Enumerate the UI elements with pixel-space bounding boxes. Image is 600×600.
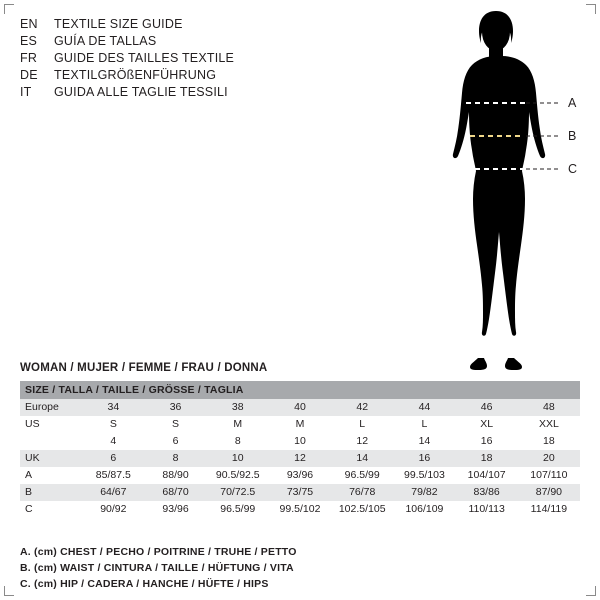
cell: 34	[82, 399, 144, 416]
cell: 44	[393, 399, 455, 416]
cell: 99.5/103	[393, 467, 455, 484]
cell: 104/107	[456, 467, 518, 484]
table-row	[20, 416, 580, 433]
cell: 10	[269, 433, 331, 450]
cell: 88/90	[144, 467, 206, 484]
table-row	[20, 433, 580, 450]
cell: 96.5/99	[207, 501, 269, 518]
cell: 12	[331, 433, 393, 450]
cell: 14	[393, 433, 455, 450]
cell: 36	[144, 399, 206, 416]
section-heading-woman: WOMAN / MUJER / FEMME / FRAU / DONNA	[20, 362, 268, 374]
language-code-en: EN	[20, 17, 38, 31]
cell: 76/78	[331, 484, 393, 501]
row-label-uk: UK	[20, 450, 82, 467]
cell: XL	[456, 416, 518, 433]
language-title-de: TEXTILGRÖßENFÜHRUNG	[54, 68, 217, 82]
cell: 48	[518, 399, 580, 416]
size-table-wrapper	[20, 381, 580, 518]
row-label-a: A	[20, 467, 82, 484]
cell: 16	[393, 450, 455, 467]
cell: 68/70	[144, 484, 206, 501]
cell: 93/96	[269, 467, 331, 484]
language-row-de	[20, 67, 380, 84]
language-code-es: ES	[20, 34, 38, 48]
cell: 6	[82, 450, 144, 467]
cell: 4	[82, 433, 144, 450]
cell: 102.5/105	[331, 501, 393, 518]
cell: 73/75	[269, 484, 331, 501]
cell: 18	[518, 433, 580, 450]
cell: 90/92	[82, 501, 144, 518]
cell: 90.5/92.5	[207, 467, 269, 484]
marker-label-c: C	[568, 162, 578, 176]
table-header-row	[20, 381, 580, 399]
row-label-europe: Europe	[20, 399, 82, 416]
row-label-b: B	[20, 484, 82, 501]
footnote-list	[20, 544, 540, 592]
table-row	[20, 450, 580, 467]
language-title-fr: GUIDE DES TAILLES TEXTILE	[54, 51, 235, 65]
row-label-us: US	[20, 416, 82, 433]
cell: 16	[456, 433, 518, 450]
cell: 83/86	[456, 484, 518, 501]
cell: 42	[331, 399, 393, 416]
cell: L	[331, 416, 393, 433]
language-row-fr	[20, 50, 380, 67]
cell: 107/110	[518, 467, 580, 484]
cell: 10	[207, 450, 269, 467]
cell: 114/119	[518, 501, 580, 518]
table-row	[20, 501, 580, 518]
cell: S	[82, 416, 144, 433]
cell: XXL	[518, 416, 580, 433]
cell: 18	[456, 450, 518, 467]
cell: S	[144, 416, 206, 433]
language-row-en	[20, 16, 380, 33]
corner-mark-bottom-left	[4, 586, 14, 596]
cell: 79/82	[393, 484, 455, 501]
language-title-it: GUIDA ALLE TAGLIE TESSILI	[54, 85, 228, 99]
row-label-us-numeric	[20, 433, 82, 450]
language-code-it: IT	[20, 85, 32, 99]
table-row	[20, 467, 580, 484]
language-row-it	[20, 84, 380, 101]
cell: 40	[269, 399, 331, 416]
cell: 8	[207, 433, 269, 450]
cell: 8	[144, 450, 206, 467]
language-title-en: TEXTILE SIZE GUIDE	[54, 17, 183, 31]
cell: 85/87.5	[82, 467, 144, 484]
cell: 12	[269, 450, 331, 467]
table-header-label: SIZE / TALLA / TAILLE / GRÖSSE / TAGLIA	[20, 381, 580, 399]
cell: L	[393, 416, 455, 433]
cell: 46	[456, 399, 518, 416]
cell: 87/90	[518, 484, 580, 501]
cell: 64/67	[82, 484, 144, 501]
table-row	[20, 399, 580, 416]
footnote-c: C. (cm) HIP / CADERA / HANCHE / HÜFTE / HIPS	[20, 578, 269, 590]
measurement-figure	[400, 6, 590, 376]
corner-mark-bottom-right	[586, 586, 596, 596]
footnote-b: B. (cm) WAIST / CINTURA / TAILLE / HÜFTUNG / VITA	[20, 562, 294, 574]
cell: 6	[144, 433, 206, 450]
cell: 93/96	[144, 501, 206, 518]
cell: 14	[331, 450, 393, 467]
row-label-c: C	[20, 501, 82, 518]
language-title-list	[20, 16, 380, 101]
language-title-es: GUÍA DE TALLAS	[54, 34, 157, 48]
cell: 38	[207, 399, 269, 416]
marker-label-b: B	[568, 129, 577, 143]
cell: 110/113	[456, 501, 518, 518]
marker-label-a: A	[568, 96, 577, 110]
cell: 70/72.5	[207, 484, 269, 501]
cell: 20	[518, 450, 580, 467]
language-row-es	[20, 33, 380, 50]
table-row	[20, 484, 580, 501]
cell: 96.5/99	[331, 467, 393, 484]
cell: 99.5/102	[269, 501, 331, 518]
corner-mark-top-left	[4, 4, 14, 14]
cell: M	[207, 416, 269, 433]
cell: 106/109	[393, 501, 455, 518]
woman-silhouette-icon	[400, 6, 590, 376]
language-code-fr: FR	[20, 51, 38, 65]
cell: M	[269, 416, 331, 433]
language-code-de: DE	[20, 68, 38, 82]
size-table	[20, 381, 580, 518]
footnote-a: A. (cm) CHEST / PECHO / POITRINE / TRUHE / PETTO	[20, 546, 297, 558]
